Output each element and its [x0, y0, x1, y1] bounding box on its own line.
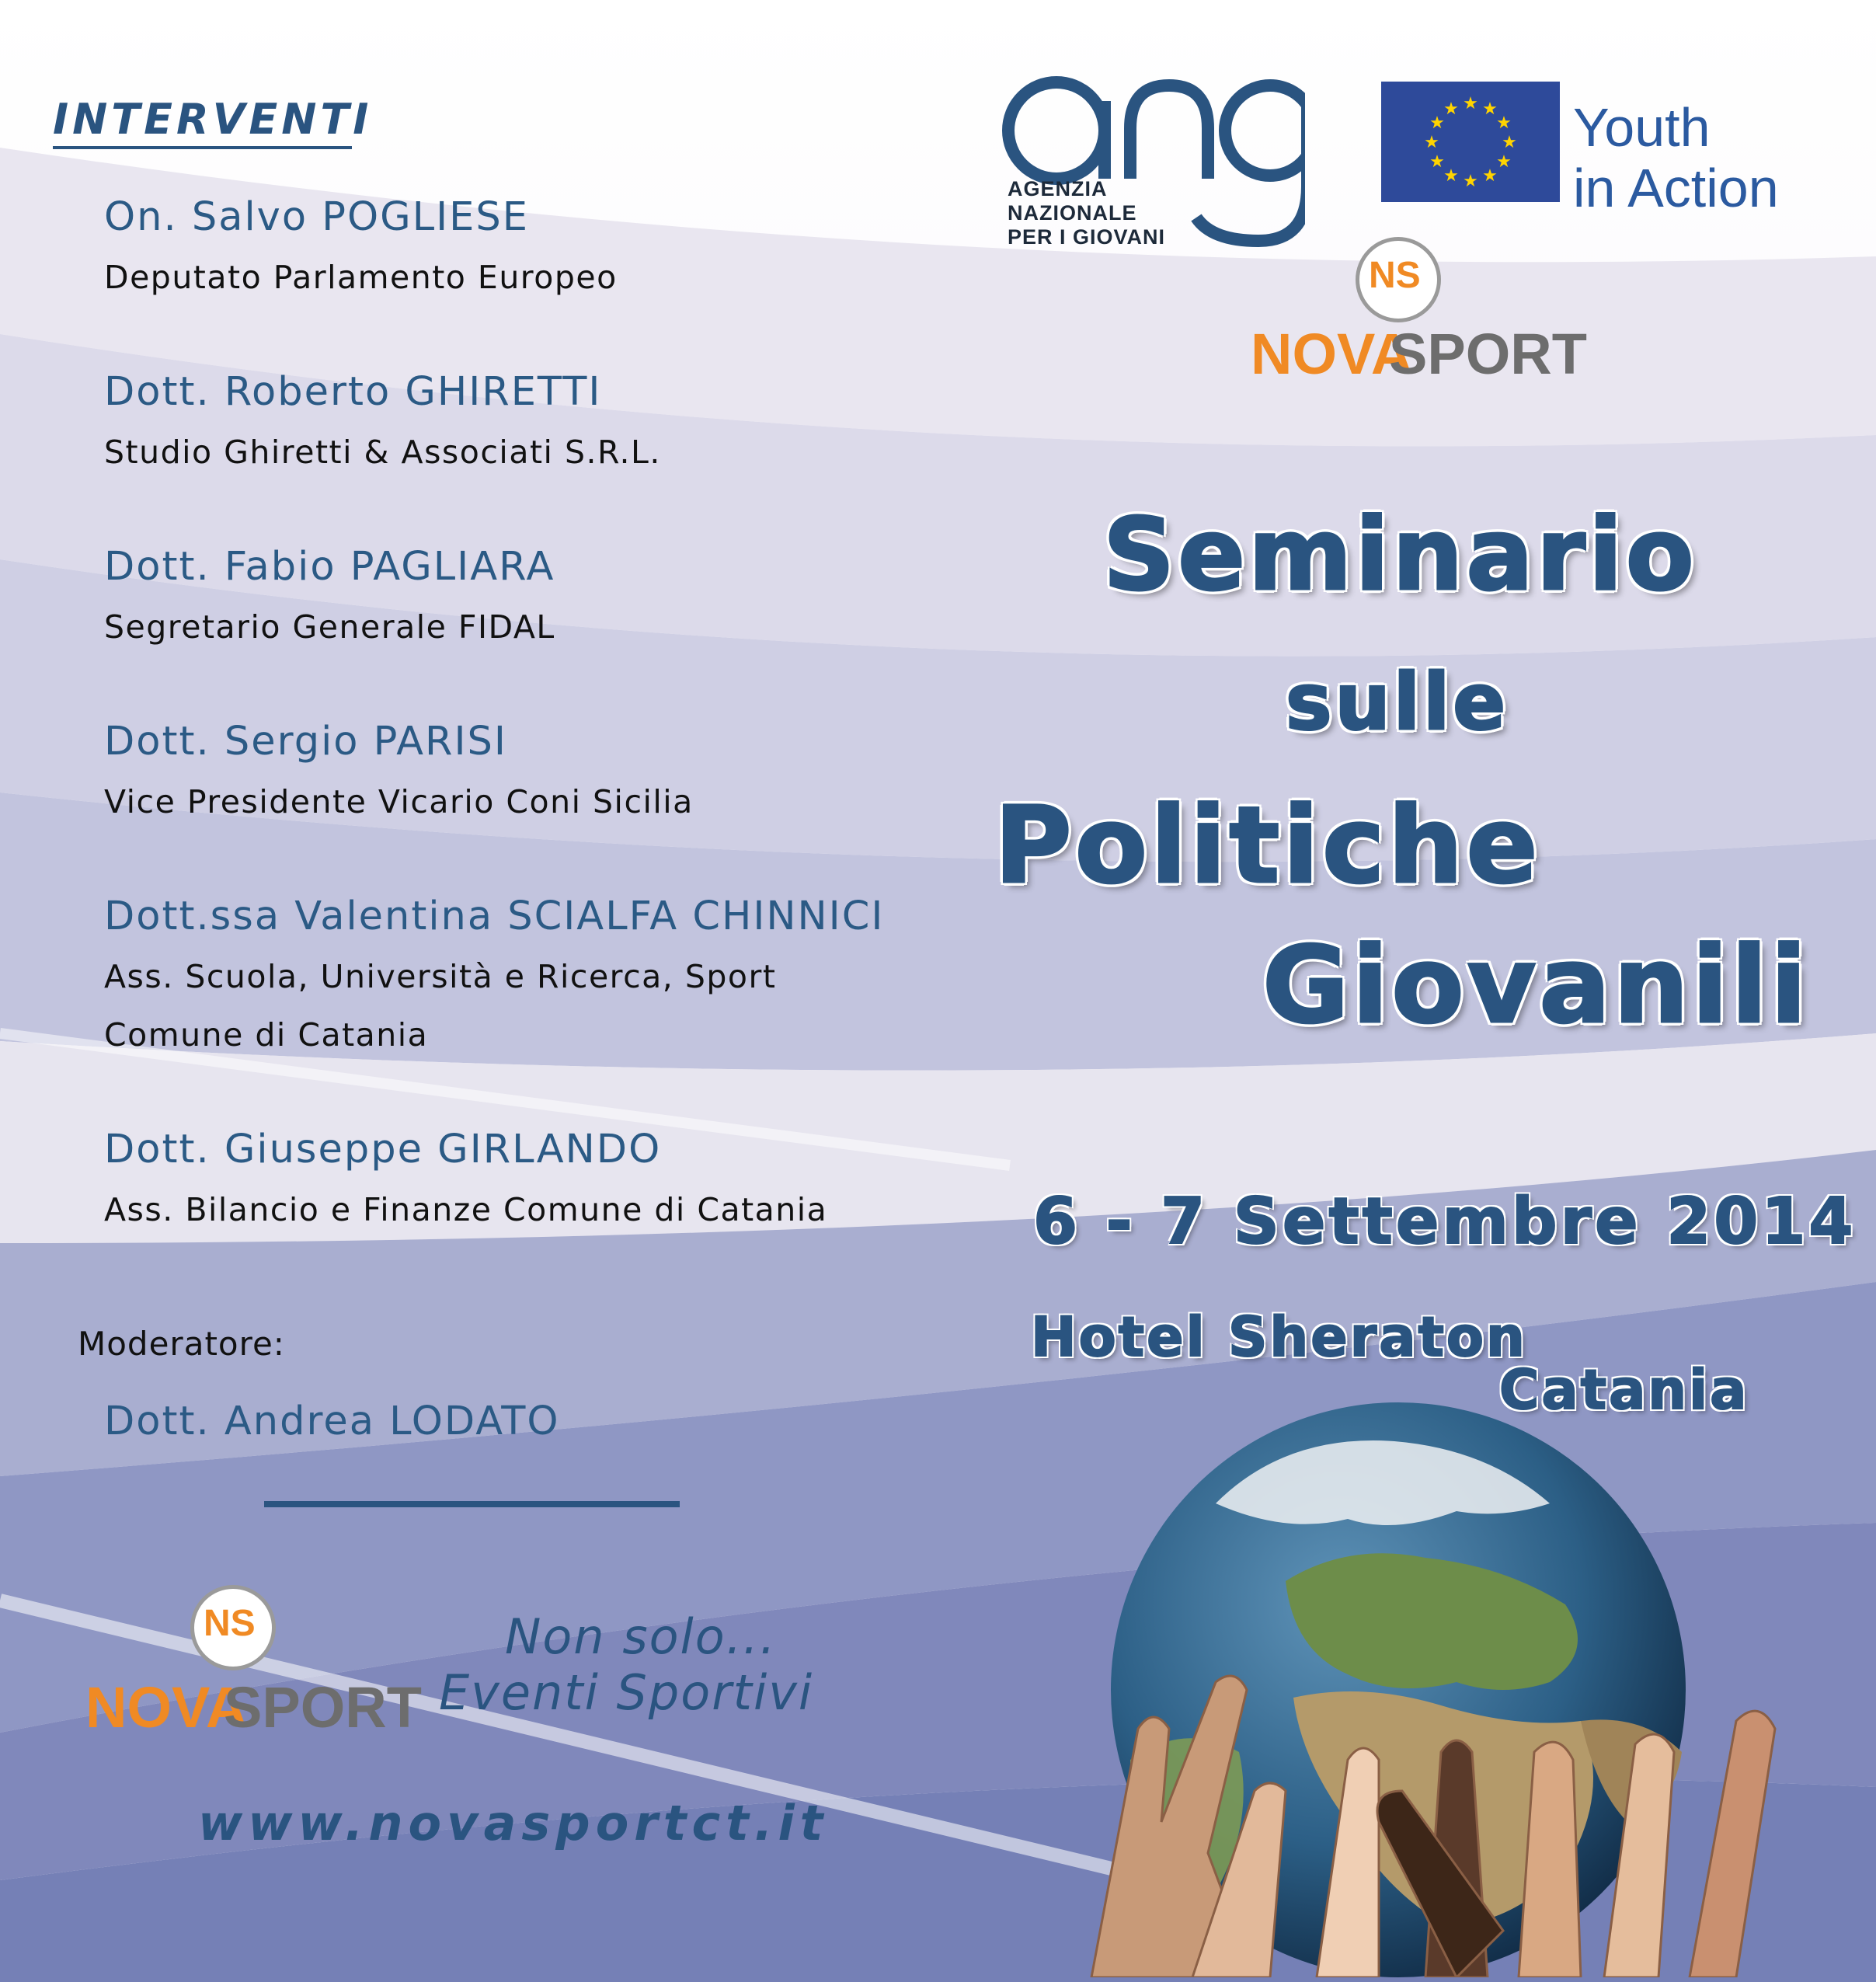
svg-text:★: ★ — [1482, 166, 1498, 186]
yia-line-2: in Action — [1573, 158, 1779, 218]
svg-text:★: ★ — [1463, 94, 1478, 113]
svg-text:★: ★ — [1482, 99, 1498, 119]
ns-monogram-text: NS — [204, 1603, 256, 1644]
speaker-role: Segretario Generale FIDAL — [104, 608, 555, 646]
event-title-line-4: Giovanili — [1262, 925, 1810, 1047]
svg-text:★: ★ — [1496, 113, 1512, 133]
slogan-line-1: Non solo... — [505, 1608, 777, 1665]
svg-text:★: ★ — [1443, 99, 1459, 119]
ang-subtitle-line: NAZIONALE — [1008, 201, 1137, 225]
novasport-logo-header — [1251, 237, 1587, 386]
speaker-name: On. Salvo POGLIESE — [104, 194, 529, 240]
moderatore-name: Dott. Andrea LODATO — [104, 1399, 560, 1444]
speaker-role: Deputato Parlamento Europeo — [104, 259, 618, 296]
eu-flag-icon — [1381, 82, 1560, 202]
slogan-line-2: Eventi Sportivi — [439, 1664, 814, 1721]
svg-text:★: ★ — [1502, 133, 1517, 152]
sport-word: SPORT — [1389, 322, 1587, 386]
ang-subtitle-line: PER I GIOVANI — [1008, 225, 1166, 249]
ang-subtitle — [1008, 177, 1165, 249]
speaker-name: Dott. Roberto GHIRETTI — [104, 369, 602, 415]
event-title-line-3: Politiche — [994, 785, 1541, 907]
speaker-name: Dott. Giuseppe GIRLANDO — [104, 1127, 662, 1172]
event-venue-hotel: Hotel Sheraton — [1031, 1305, 1527, 1369]
svg-text:★: ★ — [1429, 113, 1445, 133]
svg-text:★: ★ — [1429, 152, 1445, 172]
event-title-line-2: sulle — [1286, 657, 1509, 747]
speaker-role: Ass. Scuola, Università e Ricerca, Sport — [104, 958, 777, 995]
nova-word: NOVA — [1251, 322, 1413, 386]
ns-monogram-text: NS — [1369, 255, 1421, 296]
sport-word: SPORT — [224, 1675, 422, 1740]
youth-in-action-text — [1573, 97, 1779, 218]
svg-text:★: ★ — [1424, 133, 1439, 152]
speaker-role: Vice Presidente Vicario Coni Sicilia — [104, 783, 694, 820]
speaker-role: Ass. Bilancio e Finanze Comune di Catania — [104, 1191, 828, 1228]
ang-subtitle-line: AGENZIA — [1008, 177, 1108, 200]
svg-text:★: ★ — [1463, 172, 1478, 191]
nova-word: NOVA — [85, 1675, 248, 1740]
website-link[interactable]: www.novasportct.it — [198, 1795, 829, 1851]
speaker-name: Dott. Fabio PAGLIARA — [104, 544, 555, 590]
event-date: 6 - 7 Settembre 2014 — [1033, 1185, 1857, 1259]
divider-line — [264, 1501, 680, 1507]
novasport-logo-footer — [85, 1585, 422, 1740]
speaker-role: Studio Ghiretti & Associati S.R.L. — [104, 434, 661, 471]
moderatore-label: Moderatore: — [78, 1325, 285, 1363]
speaker-role: Comune di Catania — [104, 1016, 429, 1054]
eu-stars-icon — [1381, 82, 1560, 202]
svg-text:★: ★ — [1443, 166, 1459, 186]
svg-text:★: ★ — [1496, 152, 1512, 172]
globe-hands-illustration — [959, 1387, 1837, 1977]
speaker-name: Dott.ssa Valentina SCIALFA CHINNICI — [104, 893, 885, 939]
event-venue-city: Catania — [1499, 1358, 1749, 1422]
yia-line-1: Youth — [1573, 97, 1711, 158]
speaker-name: Dott. Sergio PARISI — [104, 719, 507, 765]
heading-underline — [53, 146, 352, 149]
interventi-heading: INTERVENTI — [53, 95, 373, 144]
event-title-line-1: Seminario — [1103, 497, 1697, 613]
